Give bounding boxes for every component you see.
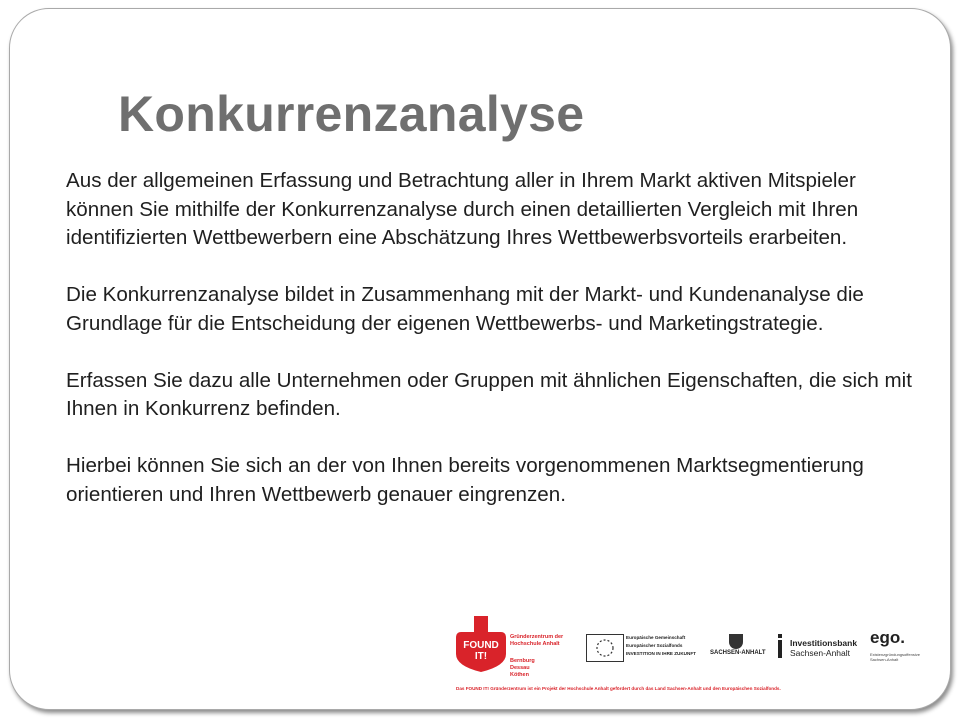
esf-line-2: Europäischer Sozialfonds [626, 643, 683, 648]
paragraph-2: Die Konkurrenzanalyse bildet in Zusammenhang mit der Markt- und Kundenanalyse die Grundlage für die Entscheidung der eigenen Wettbewerbs- und Marketingstrategie. [66, 283, 864, 335]
found-logo-text-2: IT! [474, 651, 488, 662]
gruenderzentrum-line-2: Hochschule Anhalt [510, 641, 560, 647]
gruenderzentrum-line-1: Gründerzentrum der [510, 634, 564, 640]
city-dessau: Dessau [510, 665, 530, 671]
found-logo-text-1: FOUND [463, 640, 499, 651]
funding-note: Das FOUND IT! Gründerzentrum ist ein Projekt der Hochschule Anhalt gefördert durch das Land Sachsen-Anhalt und den Europäischen Sozialfonds. [456, 686, 781, 691]
slide-frame [9, 8, 951, 710]
esf-line-1: Europäische Gemeinschaft [626, 635, 686, 640]
sponsor-logos [452, 614, 932, 698]
sachsen-anhalt-logo-text: SACHSEN-ANHALT [710, 650, 766, 656]
paragraph-3: Erfassen Sie dazu alle Unternehmen oder Gruppen mit ähnlichen Eigenschaften, die sich mit Ihnen in Konkurrenz befinden. [66, 368, 912, 420]
slide-title: Konkurrenzanalyse [118, 86, 585, 142]
ego-subtitle-line-1: Existenzgründungsoffensive [870, 652, 920, 657]
city-koethen: Köthen [510, 672, 529, 678]
esf-line-3: INVESTITION IN IHRE ZUKUNFT [626, 651, 696, 656]
paragraph-1: Aus der allgemeinen Erfassung und Betrachtung aller in Ihrem Markt aktiven Mitspieler können Sie mithilfe der Konkurrenzanalyse durch einen detaillierten Vergleich mit Ihren identifizierten Wettbewerbern eine Abschätzung Ihres Wettbewerbsvorteils erarbeiten. [66, 169, 859, 249]
eu-flag-icon [586, 634, 624, 662]
city-bernburg: Bernburg [510, 658, 535, 664]
investitionsbank-logo [790, 638, 857, 658]
ego-subtitle [870, 652, 920, 662]
paragraph-4: Hierbei können Sie sich an der von Ihnen bereits vorgenommenen Marktsegmentierung orientieren und Ihren Wettbewerb genauer eingrenzen. [66, 454, 864, 506]
ego-logo: ego. [870, 628, 905, 647]
investitionsbank-mark-icon [776, 634, 786, 658]
investitionsbank-line-2: Sachsen-Anhalt [790, 648, 851, 658]
slide-body [66, 167, 916, 538]
found-it-logo [456, 616, 506, 672]
investitionsbank-line-1: Investitionsbank [790, 638, 858, 648]
ego-subtitle-line-2: Sachsen-Anhalt [870, 657, 899, 662]
sachsen-anhalt-crest-icon [729, 634, 743, 649]
